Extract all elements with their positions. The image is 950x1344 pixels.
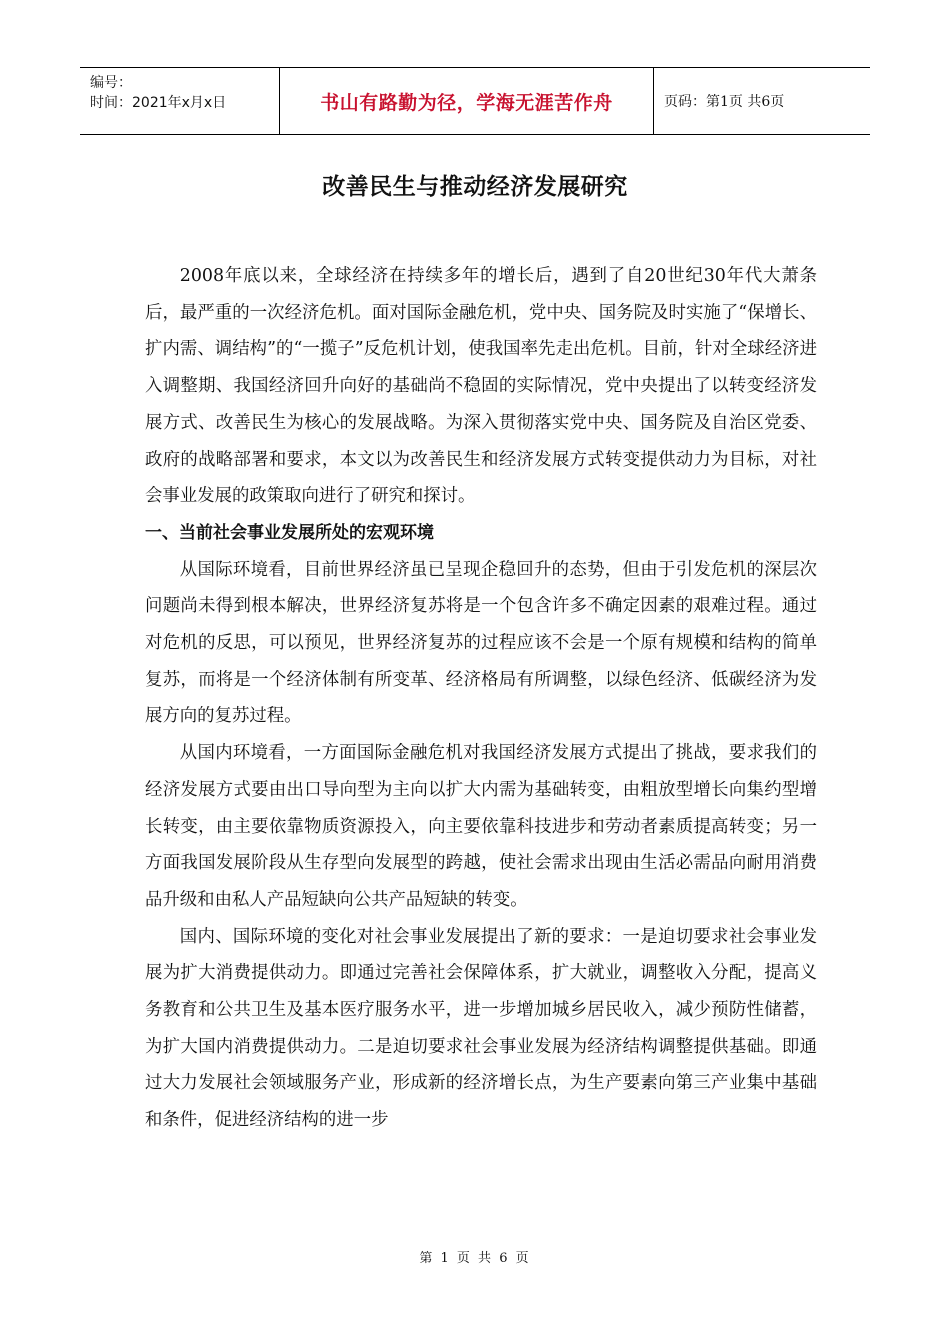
document-body — [145, 258, 817, 1139]
page-footer: 第 1 页 共 6 页 — [419, 1251, 531, 1266]
header-motto — [280, 68, 654, 134]
header-page-info — [654, 68, 870, 134]
document-title: 改善民生与推动经济发展研究 — [322, 174, 628, 200]
number-label: 编号： — [90, 75, 132, 91]
header-meta — [80, 68, 280, 134]
section-heading: 一、当前社会事业发展所处的宏观环境 — [145, 522, 434, 543]
motto-text: 书山有路勤为径，学海无涯苦作舟 — [320, 91, 613, 114]
page-info-text: 页码：第1页 共6页 — [664, 94, 785, 110]
time-label: 时间：2021年x月x日 — [90, 95, 227, 111]
intro-paragraph: 2008年底以来，全球经济在持续多年的增长后，遇到了自20世纪30年代大萧条后，最严重的一次经济危机。面对国际金融危机，党中央、国务院及时实施了“保增长、扩内需、调结构”的“一揽子”反危机计划，使我国率先走出危机。目前，针对全球经济进入调整期、我国经济回升向好的基础尚不稳固的实际情况，党中央提出了以转变经济发展方式、改善民生为核心的发展战略。为深入贯彻落实党中央、国务院及自治区党委、政府的战略部署和要求，本文以为改善民生和经济发展方式转变提供动力为目标，对社会事业发展的政策取向进行了研究和探讨。 — [145, 266, 817, 507]
section-paragraph: 国内、国际环境的变化对社会事业发展提出了新的要求：一是迫切要求社会事业发展为扩大消费提供动力。即通过完善社会保障体系，扩大就业，调整收入分配，提高义务教育和公共卫生及基本医疗服务水平，进一步增加城乡居民收入，减少预防性储蓄，为扩大国内消费提供动力。二是迫切要求社会事业发展为经济结构调整提供基础。即通过大力发展社会领域服务产业，形成新的经济增长点，为生产要素向第三产业集中基础和条件，促进经济结构的进一步 — [145, 926, 817, 1131]
section-paragraph: 从国内环境看，一方面国际金融危机对我国经济发展方式提出了挑战，要求我们的经济发展方式要由出口导向型为主向以扩大内需为基础转变，由粗放型增长向集约型增长转变，由主要依靠物质资源投入，向主要依靠科技进步和劳动者素质提高转变；另一方面我国发展阶段从生存型向发展型的跨越，使社会需求出现由生活必需品向耐用消费品升级和由私人产品短缺向公共产品短缺的转变。 — [145, 743, 817, 910]
section-paragraph: 从国际环境看，目前世界经济虽已呈现企稳回升的态势，但由于引发危机的深层次问题尚未得到根本解决，世界经济复苏将是一个包含许多不确定因素的艰难过程。通过对危机的反思，可以预见，世界经济复苏的过程应该不会是一个原有规模和结构的简单复苏，而将是一个经济体制有所变革、经济格局有所调整，以绿色经济、低碳经济为发展方向的复苏过程。 — [145, 559, 817, 727]
document-header — [80, 67, 870, 135]
